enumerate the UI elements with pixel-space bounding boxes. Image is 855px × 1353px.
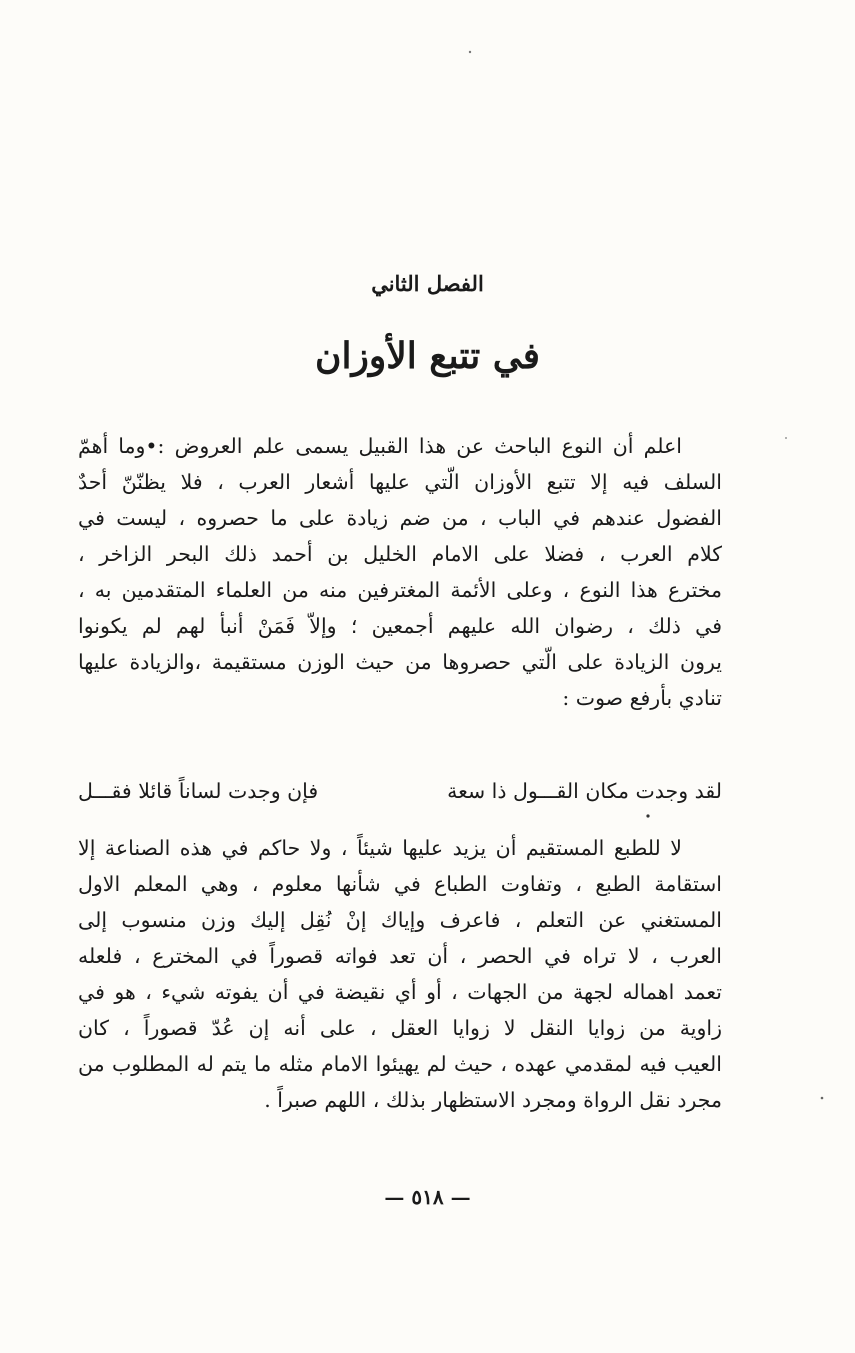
paragraph-line: في ذلك ، رضوان الله عليهم أجمعين ؛ وإلاّ فَمَنْ أنبأ لهم لم يكونوا (78, 614, 722, 638)
paragraph-line: تنادي بأرفع صوت : (562, 686, 722, 710)
poetry-verse (78, 773, 722, 809)
speck (469, 51, 471, 53)
chapter-title: في تتبع الأوزان (315, 335, 540, 377)
paragraph-2 (78, 830, 722, 1118)
paragraph-1 (78, 428, 722, 716)
paragraph-line: كلام العرب ، فضلا على الامام الخليل بن أحمد ذلك البحر الزاخر ، (78, 542, 722, 566)
paragraph-line: استقامة الطبع ، وتفاوت الطباع في شأنها معلوم ، وهي المعلم الاول (78, 872, 722, 896)
paragraph-line: لا للطبع المستقيم أن يزيد عليها شيئاً ، ولا حاكم في هذه الصناعة إلا (78, 836, 682, 860)
speck (785, 437, 787, 439)
paragraph-line: تعمد اهماله لجهة من الجهات ، أو أي نقيضة في أن يفوته شيء ، هو في (78, 980, 722, 1004)
paragraph-line: المستغني عن التعلم ، فاعرف وإياك إنْ نُقِل إليك وزن منسوب إلى (78, 908, 722, 932)
paragraph-line: العيب فيه لمقدمي عهده ، حيث لم يهيئوا الامام مثله ما يتم له المطلوب من (78, 1052, 722, 1076)
speck (646, 814, 649, 817)
paragraph-line: الفضول عندهم في الباب ، من ضم زيادة على ما حصروه ، ليست في (78, 506, 722, 530)
verse-second-hemistich: فإن وجدت لساناً قائلا فقـــل (78, 779, 319, 803)
speck (821, 1097, 824, 1100)
paragraph-line: زاوية من زوايا النقل لا زوايا العقل ، على أنه إن عُدّ قصوراً ، كان (78, 1016, 722, 1040)
paragraph-line: مجرد نقل الرواة ومجرد الاستظهار بذلك ، اللهم صبراً . (264, 1088, 722, 1112)
chapter-label: الفصل الثاني (371, 271, 484, 296)
page-number: — ٥١٨ — (384, 1185, 471, 1209)
paragraph-line: اعلم أن النوع الباحث عن هذا القبيل يسمى علم العروض :•وما أهمّ (78, 434, 682, 458)
verse-first-hemistich: لقد وجدت مكان القـــول ذا سعة (447, 779, 722, 803)
paragraph-line: يرون الزيادة على الّتي حصروها من حيث الوزن مستقيمة ،والزيادة عليها (78, 650, 722, 674)
paragraph-line: العرب ، لا تراه في الحصر ، أن تعد فواته قصوراً في المخترع ، فلعله (78, 944, 722, 968)
paragraph-line: مخترع هذا النوع ، وعلى الأئمة المغترفين منه من العلماء المتقدمين به ، (78, 578, 722, 602)
paragraph-line: السلف فيه إلا تتبع الأوزان الّتي عليها أشعار العرب ، فلا يظنّنّ أحدٌ (78, 470, 722, 494)
